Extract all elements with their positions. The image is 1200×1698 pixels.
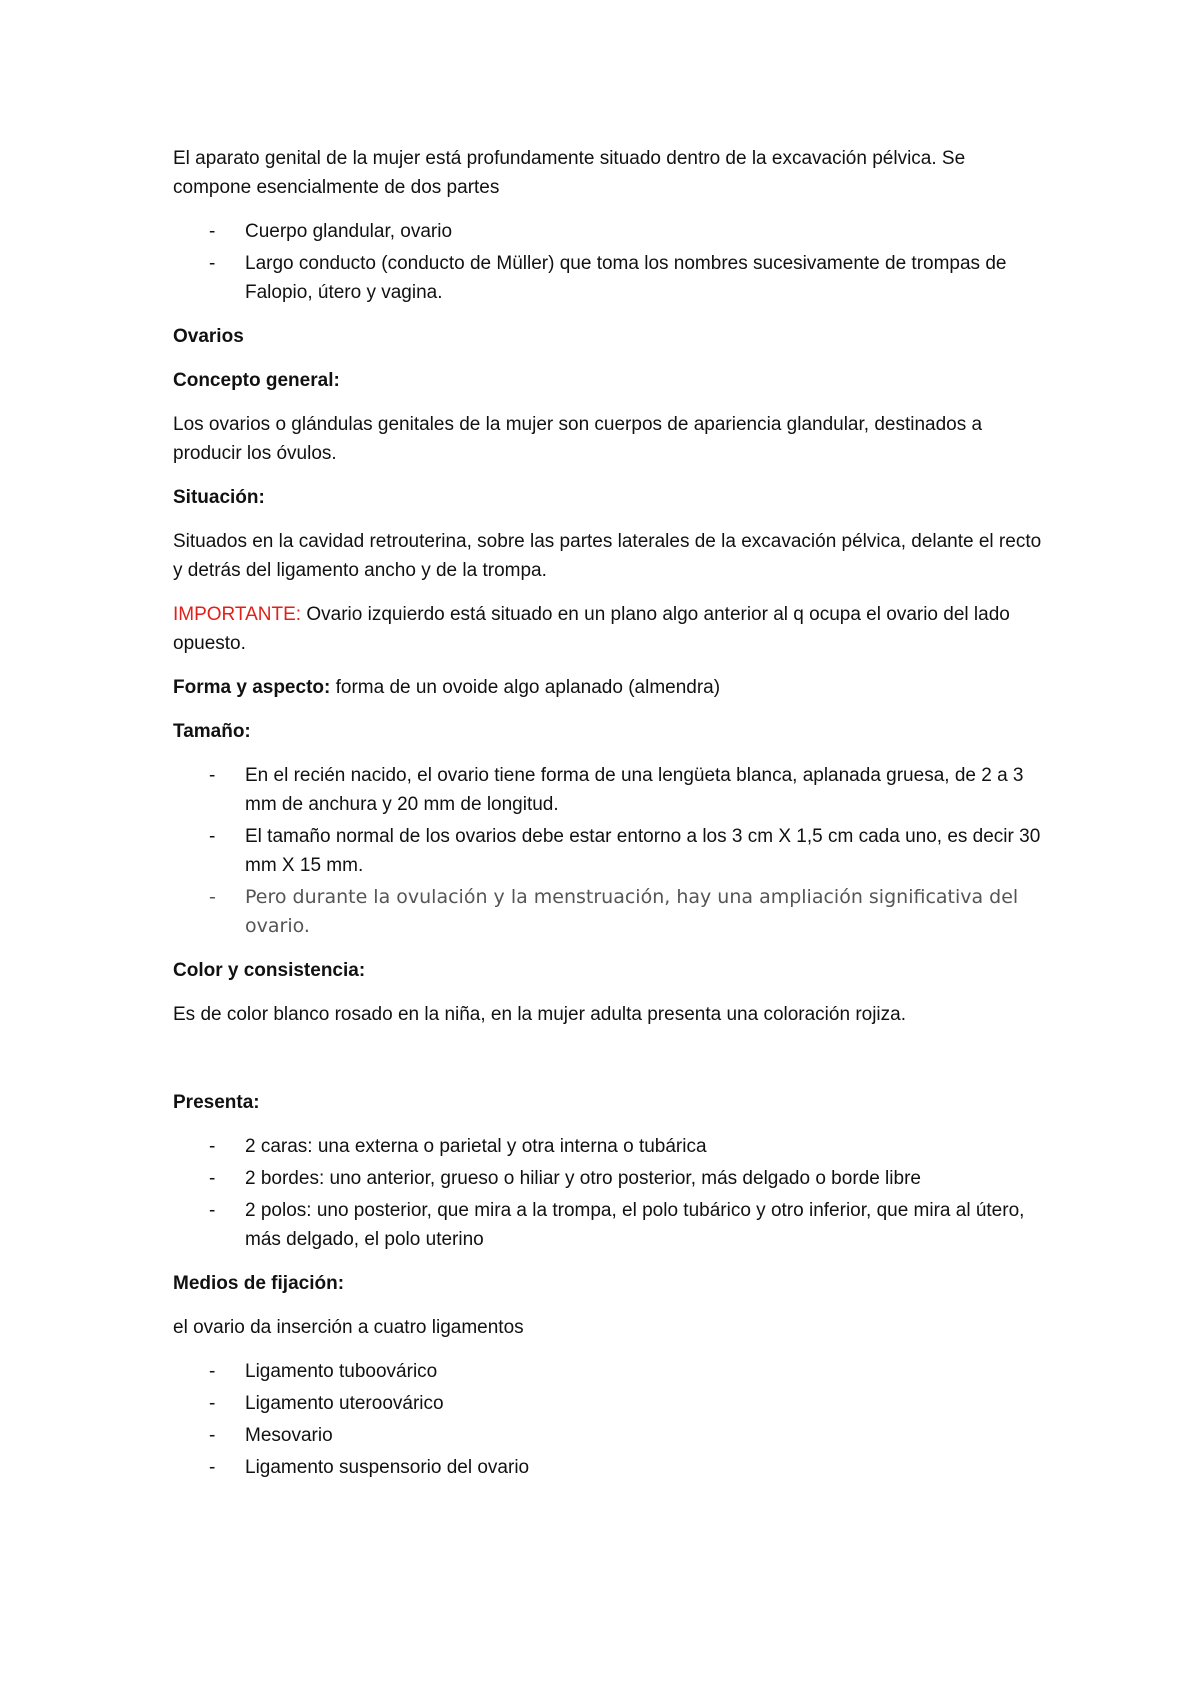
concepto-paragraph: Los ovarios o glándulas genitales de la mujer son cuerpos de apariencia glandular, destinados a producir los óvulos. [173, 414, 983, 464]
list-item: - Largo conducto (conducto de Müller) que toma los nombres sucesivamente de trompas de Falopio, útero y vagina. [173, 249, 1043, 307]
list-item: - 2 caras: una externa o parietal y otra interna o tubárica [173, 1132, 1043, 1161]
list-item: - Pero durante la ovulación y la menstruación, hay una ampliación significativa del ovario. [173, 883, 1043, 941]
forma-paragraph [173, 673, 1043, 702]
list-item: - Cuerpo glandular, ovario [173, 217, 1043, 246]
document-page [173, 144, 1043, 1497]
list-item: - El tamaño normal de los ovarios debe estar entorno a los 3 cm X 1,5 cm cada uno, es decir 30 mm X 15 mm. [173, 822, 1043, 880]
importante-label: IMPORTANTE: [173, 604, 302, 625]
heading-concepto: Concepto general: [173, 370, 340, 391]
tamano-list [173, 761, 1043, 941]
heading-situacion: Situación: [173, 487, 265, 508]
blank-spacer [173, 1044, 1043, 1088]
list-item: - En el recién nacido, el ovario tiene forma de una lengüeta blanca, aplanada gruesa, de 2 a 3 mm de anchura y 20 mm de longitud. [173, 761, 1043, 819]
list-item: - Ligamento uteroovárico [173, 1389, 1043, 1418]
heading-presenta: Presenta: [173, 1092, 260, 1113]
presenta-list [173, 1132, 1043, 1254]
intro-paragraph: El aparato genital de la mujer está profundamente situado dentro de la excavación pélvica. Se compone esencialmente de dos partes [173, 148, 966, 198]
forma-label: Forma y aspecto: [173, 677, 331, 698]
medios-paragraph: el ovario da inserción a cuatro ligamentos [173, 1317, 524, 1338]
heading-medios: Medios de fijación: [173, 1273, 345, 1294]
importante-text: Ovario izquierdo está situado en un plano algo anterior al q ocupa el ovario del lado opuesto. [173, 604, 1010, 654]
list-item: - 2 polos: uno posterior, que mira a la trompa, el polo tubárico y otro inferior, que mira al útero, más delgado, el polo uterino [173, 1196, 1043, 1254]
heading-color: Color y consistencia: [173, 960, 366, 981]
color-paragraph: Es de color blanco rosado en la niña, en la mujer adulta presenta una coloración rojiza. [173, 1004, 907, 1025]
list-item: - Ligamento tuboovárico [173, 1357, 1043, 1386]
heading-tamano: Tamaño: [173, 721, 251, 742]
importante-paragraph [173, 600, 1043, 658]
forma-text: forma de un ovoide algo aplanado (almendra) [330, 677, 721, 698]
situacion-paragraph: Situados en la cavidad retrouterina, sobre las partes laterales de la excavación pélvica, delante el recto y detrás del ligamento ancho y de la trompa. [173, 531, 1042, 581]
list-item: - 2 bordes: uno anterior, grueso o hiliar y otro posterior, más delgado o borde libre [173, 1164, 1043, 1193]
section-title-ovarios: Ovarios [173, 326, 244, 347]
list-item: - Mesovario [173, 1421, 1043, 1450]
medios-list [173, 1357, 1043, 1482]
list-item: - Ligamento suspensorio del ovario [173, 1453, 1043, 1482]
intro-list [173, 217, 1043, 307]
